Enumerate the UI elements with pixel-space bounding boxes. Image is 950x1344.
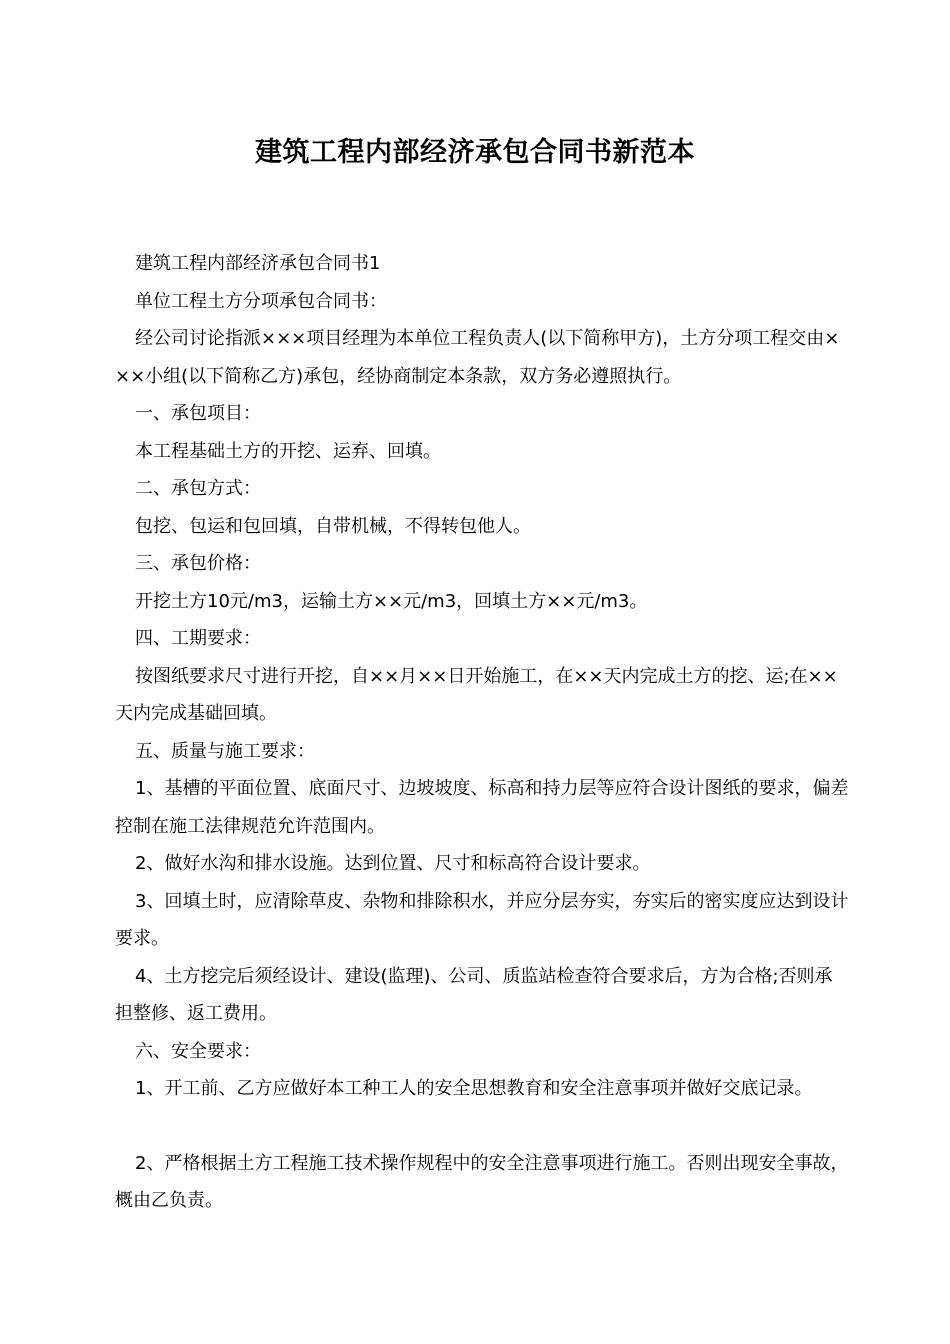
document-body xyxy=(115,245,850,1220)
section-heading: 一、承包项目： xyxy=(135,403,261,424)
section-heading: 四、工期要求： xyxy=(135,628,261,649)
paragraph: 2、严格根据土方工程施工技术操作规程中的安全注意事项进行施工。否则出现安全事故，概由乙负责。 xyxy=(115,1152,849,1211)
paragraph: 开挖土方10元/m3，运输土方××元/m3，回填土方××元/m3。 xyxy=(135,590,648,612)
paragraph: 本工程基础土方的开挖、运弃、回填。 xyxy=(135,440,441,462)
section-heading: 六、安全要求： xyxy=(135,1040,261,1062)
paragraph: 建筑工程内部经济承包合同书1 xyxy=(135,253,381,274)
paragraph: 1、基槽的平面位置、底面尺寸、边坡坡度、标高和持力层等应符合设计图纸的要求，偏差控制在施工法律规范允许范围内。 xyxy=(115,778,849,837)
paragraph: 3、回填土时，应清除草皮、杂物和排除积水，并应分层夯实，夯实后的密实度应达到设计要求。 xyxy=(115,890,849,949)
paragraph: 2、做好水沟和排水设施。达到位置、尺寸和标高符合设计要求。 xyxy=(135,853,651,874)
section-heading: 三、承包价格： xyxy=(135,553,261,574)
document-title: 建筑工程内部经济承包合同书新范本 xyxy=(255,137,695,168)
paragraph: 经公司讨论指派×××项目经理为本单位工程负责人(以下简称甲方)，土方分项工程交由×××小组(以下简称乙方)承包，经协商制定本条款，双方务必遵照执行。 xyxy=(115,328,840,387)
paragraph: 1、开工前、乙方应做好本工种工人的安全思想教育和安全注意事项并做好交底记录。 xyxy=(135,1078,813,1099)
section-heading: 二、承包方式： xyxy=(135,478,261,499)
section-heading: 五、质量与施工要求： xyxy=(135,740,315,762)
paragraph: 4、土方挖完后须经设计、建设(监理)、公司、质监站检查符合要求后，方为合格;否则承担整修、返工费用。 xyxy=(115,965,833,1024)
paragraph: 包挖、包运和包回填，自带机械，不得转包他人。 xyxy=(135,515,531,537)
paragraph: 单位工程土方分项承包合同书： xyxy=(135,290,387,312)
paragraph: 按图纸要求尺寸进行开挖，自××月××日开始施工，在××天内完成土方的挖、运;在××天内完成基础回填。 xyxy=(115,665,838,724)
blank-line xyxy=(115,1108,850,1145)
